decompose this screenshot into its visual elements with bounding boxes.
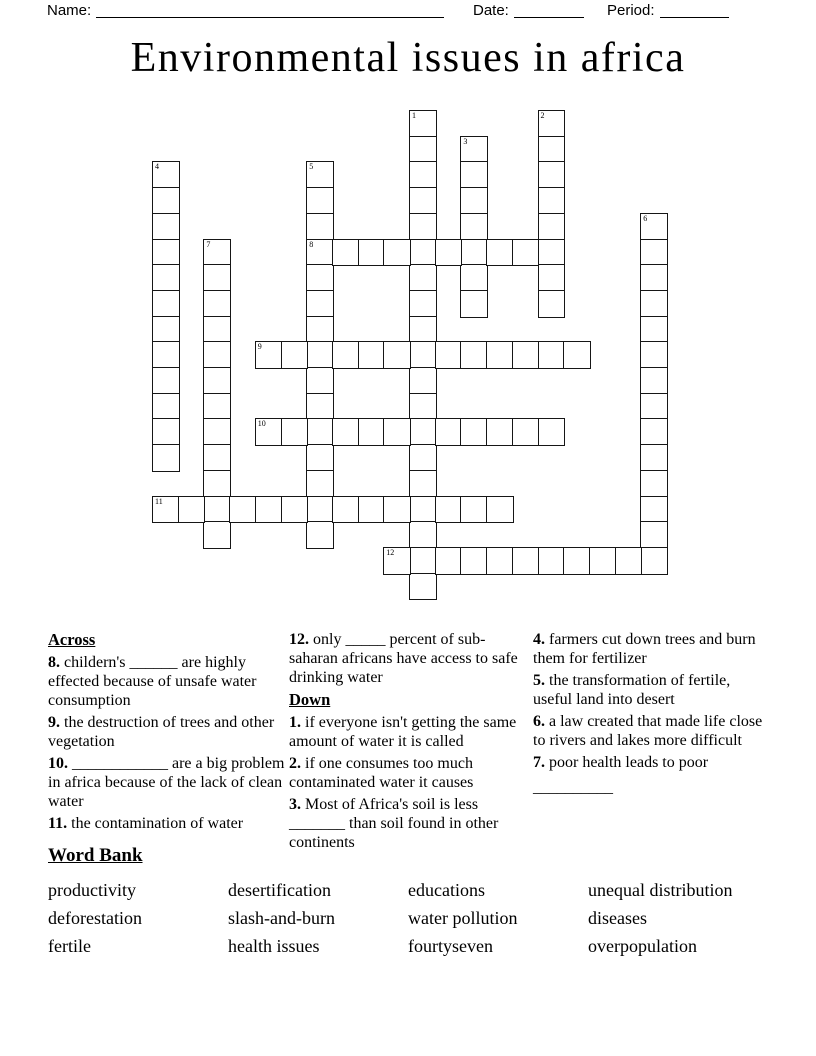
grid-cell[interactable] <box>460 187 488 215</box>
word-bank-item: slash-and-burn <box>228 908 335 928</box>
grid-cell[interactable] <box>203 290 231 318</box>
down-heading: Down <box>289 690 331 709</box>
grid-cell[interactable] <box>409 290 437 318</box>
grid-cell[interactable] <box>640 290 668 318</box>
word-bank-item: diseases <box>588 908 647 928</box>
clues-column-1 <box>48 630 285 836</box>
grid-cell[interactable] <box>255 418 283 446</box>
clue-2 <box>289 754 529 792</box>
name-label: Name: <box>47 2 92 19</box>
grid-cell[interactable] <box>640 393 668 421</box>
clue-number: 5. <box>533 672 549 689</box>
word-bank-item: unequal distribution <box>588 880 733 900</box>
grid-cell[interactable] <box>152 444 180 472</box>
cell-number: 4 <box>155 162 159 172</box>
grid-cell[interactable] <box>640 264 668 292</box>
grid-cell[interactable] <box>486 496 514 524</box>
grid-cell[interactable] <box>152 239 180 267</box>
clue-text: if one consumes too much contaminated water it causes <box>289 755 474 791</box>
grid-cell[interactable] <box>306 444 334 472</box>
clue-7 <box>533 753 768 797</box>
clue-text: farmers cut down trees and burn them for fertilizer <box>533 631 756 667</box>
grid-cell[interactable] <box>152 418 180 446</box>
grid-cell[interactable] <box>538 264 566 292</box>
grid-cell[interactable] <box>538 187 566 215</box>
word-bank-list <box>48 876 788 960</box>
grid-cell[interactable] <box>640 316 668 344</box>
grid-cell[interactable] <box>615 547 643 575</box>
word-bank-item: desertification <box>228 880 331 900</box>
clue-8 <box>48 653 285 710</box>
grid-cell[interactable] <box>358 341 386 369</box>
grid-cell[interactable] <box>460 264 488 292</box>
grid-cell[interactable] <box>383 496 411 524</box>
grid-cell[interactable] <box>409 393 437 421</box>
grid-cell[interactable] <box>538 161 566 189</box>
clue-10 <box>48 754 285 811</box>
grid-cell[interactable] <box>512 547 540 575</box>
clue-number: 7. <box>533 754 549 771</box>
clue-number: 3. <box>289 796 305 813</box>
grid-cell[interactable] <box>538 547 566 575</box>
clue-3 <box>289 795 529 852</box>
cell-number: 5 <box>309 162 314 172</box>
grid-cell[interactable] <box>332 239 360 267</box>
grid-cell[interactable] <box>409 573 437 601</box>
clue-number: 2. <box>289 755 305 772</box>
grid-cell[interactable] <box>538 213 566 241</box>
date-blank[interactable] <box>514 5 584 18</box>
grid-cell[interactable] <box>203 367 231 395</box>
clue-text: a law created that made life close to rivers and lakes more difficult <box>533 713 763 749</box>
grid-cell[interactable] <box>306 213 334 241</box>
cell-number: 9 <box>257 342 262 352</box>
grid-cell[interactable] <box>486 418 514 446</box>
grid-cell[interactable] <box>409 470 437 498</box>
clue-4 <box>533 630 768 668</box>
word-bank-section <box>48 845 788 960</box>
grid-cell[interactable] <box>152 264 180 292</box>
grid-cell[interactable] <box>306 239 334 267</box>
clue-number: 8. <box>48 654 64 671</box>
grid-cell[interactable] <box>306 290 334 318</box>
grid-cell[interactable] <box>383 341 411 369</box>
grid-cell[interactable] <box>563 341 591 369</box>
period-label: Period: <box>607 2 655 19</box>
grid-cell[interactable] <box>306 496 334 524</box>
cell-number: 6 <box>643 213 648 223</box>
grid-cell[interactable] <box>358 418 386 446</box>
cell-number: 8 <box>309 239 314 249</box>
grid-cell[interactable] <box>409 161 437 189</box>
grid-cell[interactable] <box>512 418 540 446</box>
clue-text: if everyone isn't getting the same amount of water it is called <box>289 714 517 750</box>
clue-text: the transformation of fertile, useful land into desert <box>533 672 731 708</box>
word-bank-item: health issues <box>228 936 320 956</box>
grid-cell[interactable] <box>538 290 566 318</box>
grid-cell[interactable] <box>409 521 437 549</box>
word-bank-heading: Word Bank <box>48 845 143 866</box>
grid-cell[interactable] <box>640 341 668 369</box>
grid-cell[interactable] <box>306 470 334 498</box>
grid-cell[interactable] <box>435 341 463 369</box>
clue-5 <box>533 671 768 709</box>
grid-cell[interactable] <box>460 290 488 318</box>
clues-column-2 <box>289 630 529 855</box>
grid-cell[interactable] <box>152 393 180 421</box>
grid-cell[interactable] <box>640 367 668 395</box>
grid-cell[interactable] <box>203 444 231 472</box>
grid-cell[interactable] <box>460 239 488 267</box>
grid-cell[interactable] <box>332 341 360 369</box>
grid-cell[interactable] <box>306 316 334 344</box>
grid-cell[interactable] <box>640 496 668 524</box>
cell-number: 11 <box>155 496 163 506</box>
grid-cell[interactable] <box>203 496 231 524</box>
grid-cell[interactable] <box>409 444 437 472</box>
grid-cell[interactable] <box>281 341 309 369</box>
grid-cell[interactable] <box>203 470 231 498</box>
grid-cell[interactable] <box>255 496 283 524</box>
clue-number: 4. <box>533 631 549 648</box>
clue-number: 9. <box>48 714 64 731</box>
grid-cell[interactable] <box>203 316 231 344</box>
cell-number: 3 <box>463 136 468 146</box>
grid-cell[interactable] <box>435 418 463 446</box>
grid-cell[interactable] <box>460 136 488 164</box>
clue-blank-line: __________ <box>533 779 613 796</box>
grid-cell[interactable] <box>152 187 180 215</box>
grid-cell[interactable] <box>152 496 180 524</box>
clue-text: Most of Africa's soil is less _______ than soil found in other continents <box>289 796 499 851</box>
grid-cell[interactable] <box>460 418 488 446</box>
grid-cell[interactable] <box>409 239 437 267</box>
date-label: Date: <box>473 2 509 19</box>
grid-cell[interactable] <box>409 341 437 369</box>
clue-text: poor health leads to poor <box>549 754 709 771</box>
grid-cell[interactable] <box>306 341 334 369</box>
grid-cell[interactable] <box>435 239 463 267</box>
grid-cell[interactable] <box>512 341 540 369</box>
grid-cell[interactable] <box>281 496 309 524</box>
clue-number: 6. <box>533 713 549 730</box>
grid-cell[interactable] <box>152 367 180 395</box>
grid-cell[interactable] <box>152 290 180 318</box>
grid-cell[interactable] <box>306 393 334 421</box>
grid-cell[interactable] <box>409 496 437 524</box>
word-bank-item: fourtyseven <box>408 936 493 956</box>
clue-text: only _____ percent of sub-saharan africans have access to safe drinking water <box>289 631 518 686</box>
page-title: Environmental issues in africa <box>130 35 686 81</box>
grid-cell[interactable] <box>640 239 668 267</box>
grid-cell[interactable] <box>409 547 437 575</box>
grid-cell[interactable] <box>538 136 566 164</box>
crossword-grid <box>152 110 669 601</box>
cell-number: 12 <box>386 547 395 557</box>
clue-1 <box>289 713 529 751</box>
grid-cell[interactable] <box>640 213 668 241</box>
grid-cell[interactable] <box>203 521 231 549</box>
word-bank-item: educations <box>408 880 485 900</box>
grid-cell[interactable] <box>306 418 334 446</box>
grid-cell[interactable] <box>306 187 334 215</box>
clue-number: 10. <box>48 755 72 772</box>
grid-cell[interactable] <box>358 239 386 267</box>
clue-text: ____________ are a big problem in africa because of the lack of clean water <box>48 755 285 810</box>
grid-cell[interactable] <box>332 418 360 446</box>
grid-cell[interactable] <box>409 264 437 292</box>
grid-cell[interactable] <box>640 418 668 446</box>
grid-cell[interactable] <box>409 418 437 446</box>
grid-cell[interactable] <box>538 110 566 138</box>
grid-cell[interactable] <box>589 547 617 575</box>
grid-cell[interactable] <box>152 213 180 241</box>
grid-cell[interactable] <box>152 316 180 344</box>
word-bank-item: water pollution <box>408 908 518 928</box>
grid-cell[interactable] <box>383 239 411 267</box>
name-field <box>47 2 444 20</box>
grid-cell[interactable] <box>563 547 591 575</box>
grid-cell[interactable] <box>203 341 231 369</box>
clue-9 <box>48 713 285 751</box>
grid-cell[interactable] <box>460 341 488 369</box>
grid-cell[interactable] <box>203 264 231 292</box>
grid-cell[interactable] <box>152 341 180 369</box>
grid-cell[interactable] <box>512 239 540 267</box>
clue-11 <box>48 814 285 833</box>
grid-cell[interactable] <box>409 367 437 395</box>
across-heading: Across <box>48 630 96 649</box>
grid-cell[interactable] <box>203 393 231 421</box>
grid-cell[interactable] <box>486 341 514 369</box>
grid-cell[interactable] <box>409 316 437 344</box>
grid-cell[interactable] <box>306 521 334 549</box>
grid-cell[interactable] <box>306 161 334 189</box>
word-bank-item: deforestation <box>48 908 142 928</box>
grid-cell[interactable] <box>435 547 463 575</box>
clue-number: 12. <box>289 631 313 648</box>
grid-cell[interactable] <box>460 547 488 575</box>
grid-cell[interactable] <box>409 110 437 138</box>
grid-cell[interactable] <box>306 367 334 395</box>
cell-number: 1 <box>412 111 416 120</box>
clues-column-3 <box>533 630 768 800</box>
grid-cell[interactable] <box>640 521 668 549</box>
grid-cell[interactable] <box>640 444 668 472</box>
grid-cell[interactable] <box>306 264 334 292</box>
grid-cell[interactable] <box>640 547 668 575</box>
grid-cell[interactable] <box>383 418 411 446</box>
grid-cell[interactable] <box>203 239 231 267</box>
word-bank-item: overpopulation <box>588 936 697 956</box>
grid-cell[interactable] <box>409 136 437 164</box>
grid-cell[interactable] <box>281 418 309 446</box>
grid-cell[interactable] <box>178 496 206 524</box>
grid-cell[interactable] <box>358 496 386 524</box>
grid-cell[interactable] <box>409 213 437 241</box>
cell-number: 7 <box>206 239 211 249</box>
grid-cell[interactable] <box>332 496 360 524</box>
grid-cell[interactable] <box>203 418 231 446</box>
grid-cell[interactable] <box>229 496 257 524</box>
clue-text: childern's ______ are highly effected because of unsafe water consumption <box>48 654 257 709</box>
grid-cell[interactable] <box>255 341 283 369</box>
grid-cell[interactable] <box>460 496 488 524</box>
clue-12 <box>289 630 529 687</box>
cell-number: 2 <box>540 111 545 120</box>
period-field <box>607 2 729 20</box>
period-blank[interactable] <box>660 5 729 18</box>
grid-cell[interactable] <box>538 418 566 446</box>
clue-6 <box>533 712 768 750</box>
date-field <box>473 2 584 20</box>
name-blank[interactable] <box>96 5 444 18</box>
grid-cell[interactable] <box>460 161 488 189</box>
cell-number: 10 <box>257 419 266 429</box>
grid-cell[interactable] <box>383 547 411 575</box>
grid-cell[interactable] <box>409 187 437 215</box>
grid-cell[interactable] <box>460 213 488 241</box>
grid-cell[interactable] <box>486 239 514 267</box>
clue-number: 1. <box>289 714 305 731</box>
clue-number: 11. <box>48 815 72 832</box>
clue-text: the contamination of water <box>71 815 244 832</box>
clue-text: the destruction of trees and other vegetation <box>48 714 275 750</box>
grid-cell[interactable] <box>435 496 463 524</box>
word-bank-item: fertile <box>48 936 91 956</box>
word-bank-item: productivity <box>48 880 136 900</box>
grid-cell[interactable] <box>640 470 668 498</box>
grid-cell[interactable] <box>152 161 180 189</box>
grid-cell[interactable] <box>486 547 514 575</box>
grid-cell[interactable] <box>538 239 566 267</box>
grid-cell[interactable] <box>538 341 566 369</box>
